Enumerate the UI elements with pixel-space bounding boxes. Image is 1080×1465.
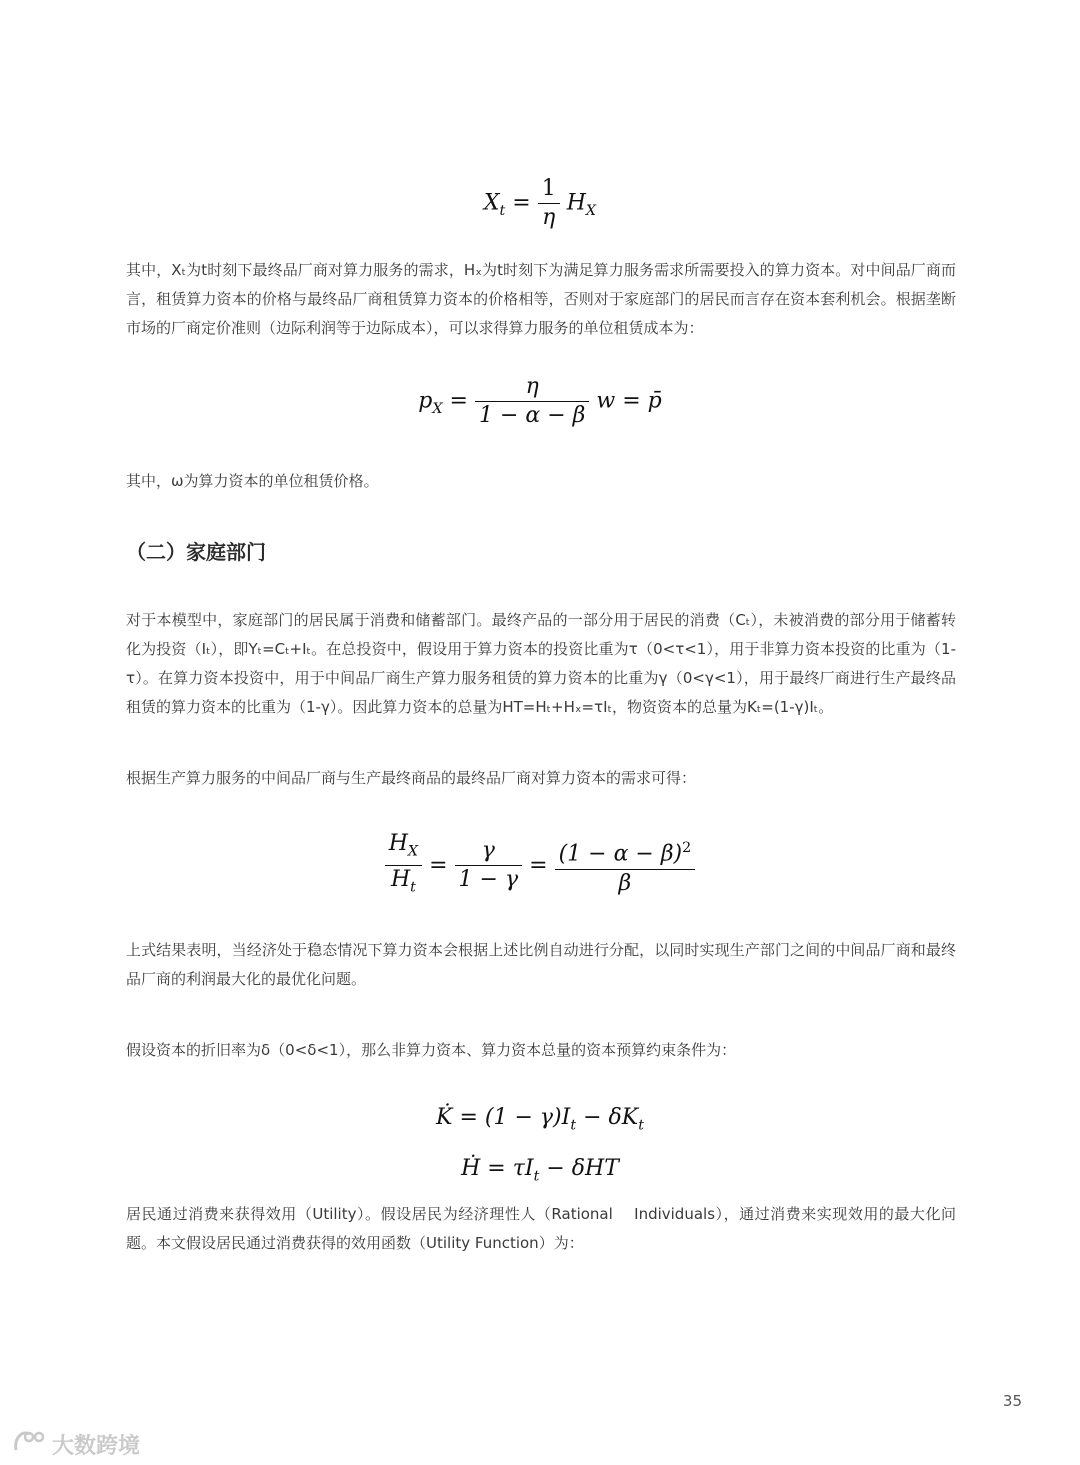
paragraph-utility: 居民通过消费来获得效用（Utility）。假设居民为经济理性人（Rational Individuals），通过消费来实现效用的最大化问题。本文假设居民通过消费获得的效用函数（Utility Function）为： xyxy=(126,1205,956,1252)
section-heading: （二）家庭部门 xyxy=(126,540,266,564)
equation-px: $p_X$ = $\frac{\eta}{1 - \alpha - \beta}$ w = p̄ xyxy=(418,374,662,428)
paragraph-omega: 其中，ω为算力资本的单位租赁价格。 xyxy=(126,472,379,490)
equation-capital-dynamics xyxy=(0,1096,1080,1199)
fraction: $\frac{\gamma}{1 - \gamma}$ xyxy=(455,837,523,894)
paragraph-demand: 其中，Xₜ为t时刻下最终品厂商对算力服务的需求，Hₓ为t时刻下为满足算力服务需求所需要投入的算力资本。对中间品厂商而言，租赁算力资本的价格与最终品厂商租赁算力资本的价格相等，否则对于家庭部门的居民而言存在资本套利机会。根据垄断市场的厂商定价准则（边际利润等于边际成本），可以求得算力服务的单位租赁成本为： xyxy=(126,261,956,337)
equation-xt: $X_t$ = $\frac{1}{\eta}$ $H_X$ xyxy=(483,176,597,230)
equation-ratio: $\frac{H_X}{H_t}$ = $\frac{\gamma}{1 - \gamma}$ = $\frac{(1 - \alpha - \beta)^2}{\beta}$ xyxy=(0,830,1080,902)
paragraph-demand-ratio: 根据生产算力服务的中间品厂商与生产最终商品的最终品厂商对算力资本的需求可得： xyxy=(126,769,697,787)
paragraph-depreciation: 假设资本的折旧率为δ（0<δ<1），那么非算力资本、算力资本总量的资本预算约束条件为： xyxy=(126,1041,737,1059)
paragraph-household: 对于本模型中，家庭部门的居民属于消费和储蓄部门。最终产品的一部分用于居民的消费（Cₜ），未被消费的部分用于储蓄转化为投资（Iₜ），即Yₜ=Cₜ+Iₜ。在总投资中，假设用于算力资本的投资比重为τ（0<τ<1），用于非算力资本投资的比重为（1-τ）。在算力资本投资中，用于中间品厂商生产算力服务租赁的算力资本的比重为γ（0<γ<1），用于最终厂商进行生产最终品租赁的算力资本的比重为（1-γ）。因此算力资本的总量为HT=Hₜ+Hₓ=τIₜ，物资资本的总量为Kₜ=(1-γ)Iₜ。 xyxy=(126,611,956,716)
watermark-logo-icon xyxy=(12,1428,46,1460)
page-number: 35 xyxy=(1002,1392,1022,1410)
paragraph-steady-state: 上式结果表明，当经济处于稳态情况下算力资本会根据上述比例自动进行分配，以同时实现生产部门之间的中间品厂商和最终品厂商的利润最大化的最优化问题。 xyxy=(126,941,956,988)
watermark xyxy=(12,1428,140,1460)
fraction: $\frac{(1 - \alpha - \beta)^2}{\beta}$ xyxy=(555,834,696,897)
fraction: $\frac{1}{\eta}$ xyxy=(538,175,560,232)
fraction: $\frac{\eta}{1 - \alpha - \beta}$ xyxy=(475,373,589,430)
watermark-text: 大数跨境 xyxy=(52,1433,141,1459)
equation-k-dot: K̇ = $(1 - \gamma)I_t - \delta K_t$ xyxy=(436,1105,644,1134)
equation-h-dot: Ḣ = $\tau I_t - \delta HT$ xyxy=(461,1156,619,1185)
fraction: $\frac{H_X}{H_t}$ xyxy=(385,830,422,902)
